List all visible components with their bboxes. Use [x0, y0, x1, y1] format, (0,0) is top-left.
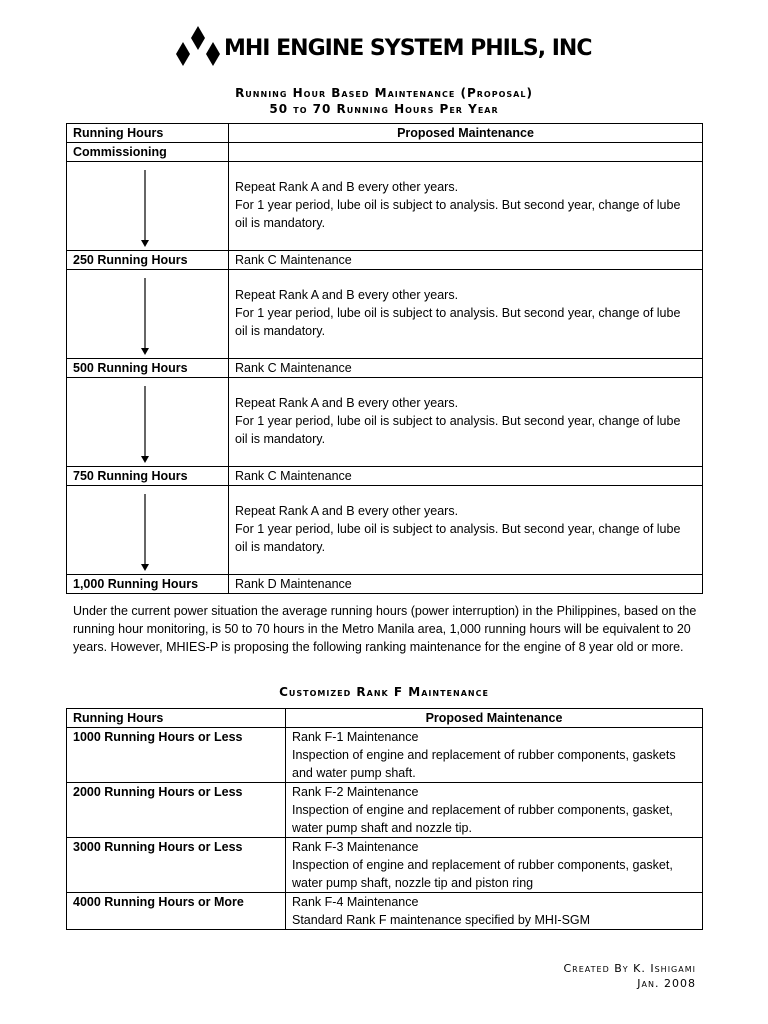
column-header-running-hours: Running Hours	[67, 709, 286, 728]
table-row	[67, 251, 703, 270]
table-row	[67, 467, 703, 486]
footer	[563, 961, 696, 991]
letterhead	[172, 26, 612, 70]
rank-f-maintenance-table	[66, 708, 703, 930]
repeat-description	[229, 162, 703, 251]
table-row	[67, 728, 703, 783]
arrow-cell	[67, 486, 229, 575]
document-title: Running Hour Based Maintenance (Proposal)	[235, 86, 533, 100]
section-title: Customized Rank F Maintenance	[279, 685, 489, 699]
table-row	[67, 162, 703, 251]
rank-description: Standard Rank F maintenance specified by MHI-SGM	[292, 913, 591, 927]
explanation-paragraph: Under the current power situation the average running hours (power interruption) in the Philippines, based on the running hour monitoring, is 50 to 70 hours in the Metro Manila area, 1,000 running hours will be equivalent to 20 years. However, MHIES-P is proposing the following ranking maintenance for the engine of 8 year old or more.	[73, 604, 697, 654]
repeat-line-2: For 1 year period, lube oil is subject to analysis. But second year, change of lube oil is mandatory.	[235, 414, 681, 446]
column-header-running-hours: Running Hours	[67, 124, 229, 143]
empty-cell	[229, 143, 703, 162]
rank-label: Rank F-4 Maintenance	[292, 895, 419, 909]
repeat-line-2: For 1 year period, lube oil is subject to analysis. But second year, change of lube oil is mandatory.	[235, 522, 681, 554]
column-header-proposed-maintenance: Proposed Maintenance	[229, 124, 703, 143]
rank-description: Inspection of engine and replacement of rubber components, gasket, water pump shaft and nozzle tip.	[292, 803, 673, 835]
maintenance-cell	[286, 728, 703, 783]
arrow-cell	[67, 378, 229, 467]
hours-cell: 2000 Running Hours or Less	[67, 783, 286, 838]
company-name: MHI ENGINE SYSTEM PHILS, INC	[224, 36, 592, 61]
milestone-maintenance: Rank C Maintenance	[229, 359, 703, 378]
repeat-line-1: Repeat Rank A and B every other years.	[235, 396, 459, 410]
repeat-description	[229, 270, 703, 359]
commissioning-cell: Commissioning	[67, 143, 229, 162]
milestone-maintenance: Rank C Maintenance	[229, 467, 703, 486]
repeat-description	[229, 378, 703, 467]
repeat-line-2: For 1 year period, lube oil is subject to analysis. But second year, change of lube oil is mandatory.	[235, 198, 681, 230]
repeat-description	[229, 486, 703, 575]
rank-label: Rank F-3 Maintenance	[292, 840, 419, 854]
repeat-line-1: Repeat Rank A and B every other years.	[235, 288, 459, 302]
hours-cell: 1000 Running Hours or Less	[67, 728, 286, 783]
table-row	[67, 783, 703, 838]
repeat-line-1: Repeat Rank A and B every other years.	[235, 180, 459, 194]
author-line: Created By K. Ishigami	[563, 962, 696, 975]
down-arrow-icon	[139, 170, 151, 248]
down-arrow-icon	[139, 386, 151, 464]
milestone-maintenance: Rank C Maintenance	[229, 251, 703, 270]
arrow-cell	[67, 162, 229, 251]
down-arrow-icon	[139, 278, 151, 356]
milestone-maintenance: Rank D Maintenance	[229, 575, 703, 594]
table-row	[67, 378, 703, 467]
table-row	[67, 893, 703, 930]
milestone-hours: 500 Running Hours	[67, 359, 229, 378]
repeat-line-1: Repeat Rank A and B every other years.	[235, 504, 459, 518]
milestone-hours: 750 Running Hours	[67, 467, 229, 486]
table-row	[67, 838, 703, 893]
rank-label: Rank F-2 Maintenance	[292, 785, 419, 799]
arrow-cell	[67, 270, 229, 359]
date-line: Jan. 2008	[637, 977, 696, 990]
maintenance-cell	[286, 783, 703, 838]
hours-cell: 3000 Running Hours or Less	[67, 838, 286, 893]
table-row	[67, 359, 703, 378]
maintenance-cell	[286, 893, 703, 930]
three-diamonds-logo-icon	[172, 26, 224, 68]
repeat-line-2: For 1 year period, lube oil is subject to analysis. But second year, change of lube oil is mandatory.	[235, 306, 681, 338]
table-row	[67, 486, 703, 575]
table-row	[67, 270, 703, 359]
down-arrow-icon	[139, 494, 151, 572]
table-row	[67, 143, 703, 162]
rank-description: Inspection of engine and replacement of rubber components, gaskets and water pump shaft.	[292, 748, 676, 780]
table-row	[67, 575, 703, 594]
milestone-hours: 250 Running Hours	[67, 251, 229, 270]
maintenance-schedule-table	[66, 123, 703, 594]
maintenance-cell	[286, 838, 703, 893]
document-subtitle: 50 to 70 Running Hours Per Year	[269, 102, 499, 116]
table-header-row	[67, 124, 703, 143]
rank-description: Inspection of engine and replacement of rubber components, gasket, water pump shaft, nozzle tip and piston ring	[292, 858, 673, 890]
rank-label: Rank F-1 Maintenance	[292, 730, 419, 744]
hours-cell: 4000 Running Hours or More	[67, 893, 286, 930]
milestone-hours: 1,000 Running Hours	[67, 575, 229, 594]
column-header-proposed-maintenance: Proposed Maintenance	[286, 709, 703, 728]
table-header-row	[67, 709, 703, 728]
